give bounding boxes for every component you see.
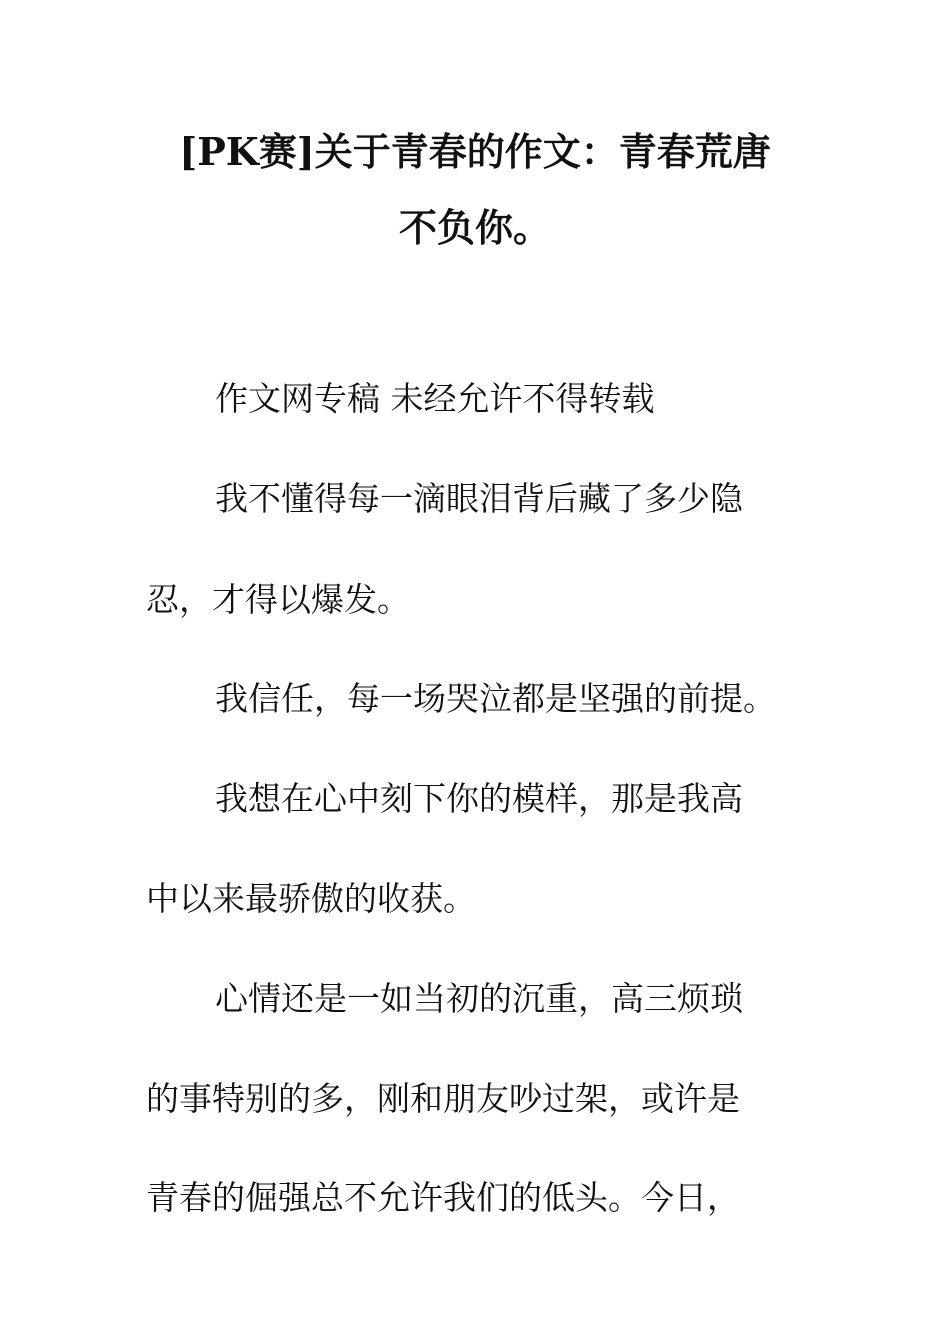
paragraph-line: 忍，才得以爆发。 <box>146 580 410 619</box>
document-title-line-1: [PK赛]关于青春的作文：青春荒唐 <box>179 129 771 174</box>
paragraph-line: 心情还是一如当初的沉重，高三烦琐 <box>215 979 743 1018</box>
paragraph-line: 我信任，每一场哭泣都是坚强的前提。 <box>215 679 776 718</box>
paragraph-line: 我想在心中刻下你的模样，那是我高 <box>215 779 743 818</box>
document-title-line-2: 不负你。 <box>398 205 551 250</box>
paragraph-line: 我不懂得每一滴眼泪背后藏了多少隐 <box>215 479 743 518</box>
paragraph-line: 的事特别的多，刚和朋友吵过架，或许是 <box>146 1079 740 1118</box>
paragraph-line: 作文网专稿 未经允许不得转载 <box>215 379 655 418</box>
paragraph-line: 中以来最骄傲的收获。 <box>146 879 476 918</box>
paragraph-line: 青春的倔强总不允许我们的低头。今日， <box>146 1178 740 1217</box>
